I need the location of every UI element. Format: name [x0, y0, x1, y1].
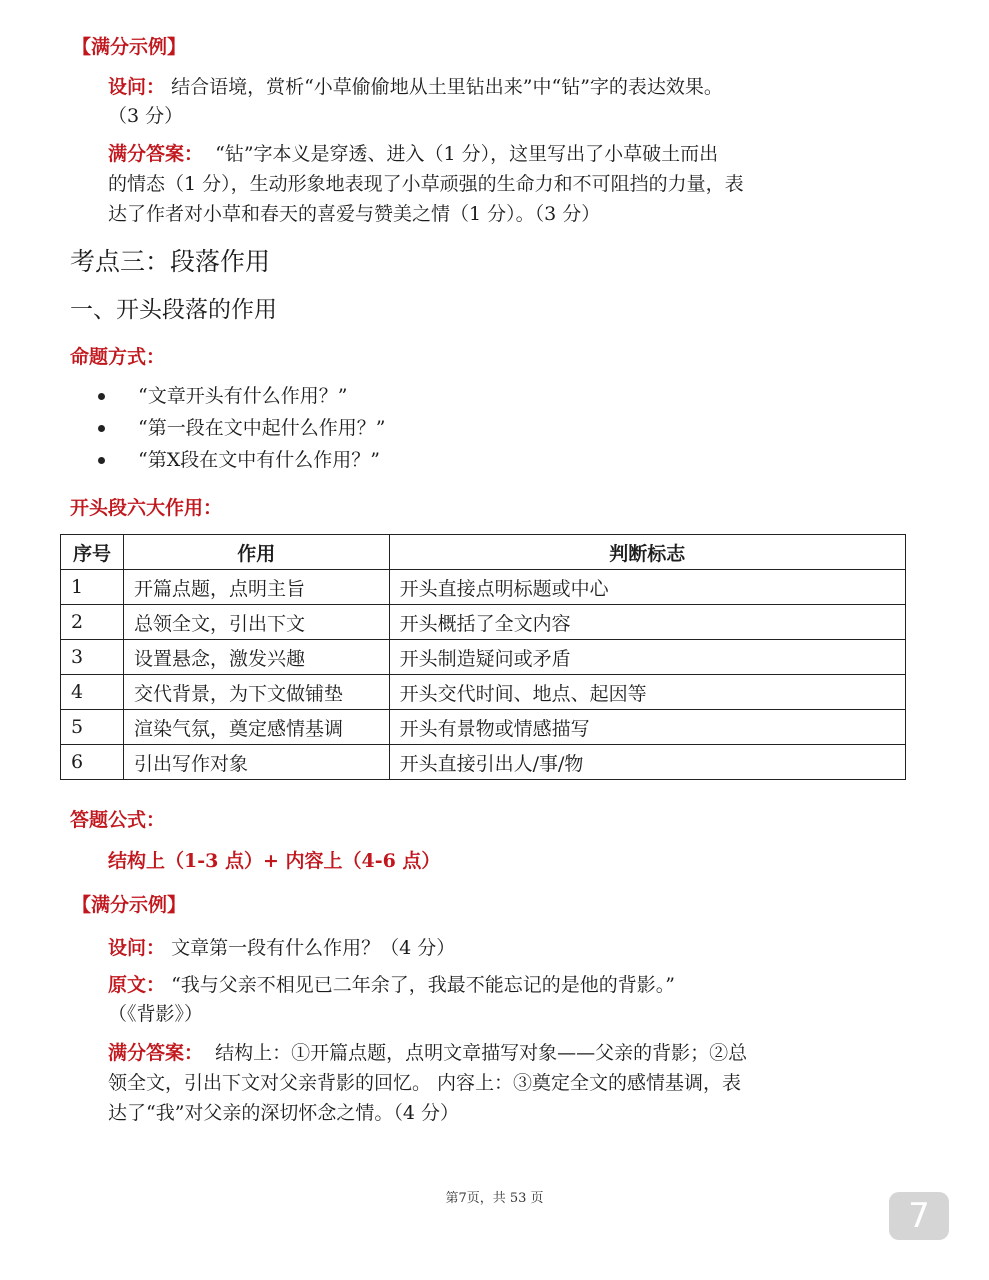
list-item: “第一段在文中起什么作用？”	[98, 412, 385, 444]
bullet-icon	[98, 425, 105, 432]
question-text: 文章第一段有什么作用？（4 分）	[171, 937, 456, 959]
table-title: 开头段六大作用：	[70, 497, 223, 519]
formula-label: 答题公式：	[70, 809, 166, 831]
table-cell: 开头制造疑问或矛盾	[389, 640, 905, 675]
answer-line: 结构上：①开篇点题，点明文章描写对象——父亲的背影；②总	[215, 1042, 748, 1064]
table-cell: 5	[61, 710, 124, 745]
table-cell: 总领全文，引出下文	[123, 605, 389, 640]
table-cell: 设置悬念，激发兴趣	[123, 640, 389, 675]
example-question	[108, 933, 908, 963]
table-cell: 引出写作对象	[123, 745, 389, 780]
question-label: 设问：	[108, 76, 166, 98]
question-score: （3 分）	[108, 105, 184, 127]
table-row	[61, 640, 906, 675]
table-header-cell: 序号	[61, 535, 124, 570]
bullet-icon	[98, 393, 105, 400]
answer-label: 满分答案：	[108, 1042, 204, 1064]
table-cell: 开头有景物或情感描写	[389, 710, 905, 745]
example-question	[108, 72, 908, 102]
table-cell: 2	[61, 605, 124, 640]
question-label: 设问：	[108, 937, 166, 959]
table-header-cell: 判断标志	[389, 535, 905, 570]
answer-line: 达了作者对小草和春天的喜爱与赞美之情（1 分）。（3 分）	[108, 203, 601, 225]
table-header-row	[61, 535, 906, 570]
answer-line: 的情态（1 分），生动形象地表现了小草顽强的生命力和不可阻挡的力量，表	[108, 173, 744, 195]
table-row	[61, 570, 906, 605]
table-cell: 6	[61, 745, 124, 780]
table-cell: 开头直接引出人/事/物	[389, 745, 905, 780]
source-label: 原文：	[108, 974, 166, 996]
source-ref: （《背影》）	[108, 1003, 204, 1025]
table-row	[61, 745, 906, 780]
table-cell: 开头概括了全文内容	[389, 605, 905, 640]
formula-text: 结构上（1-3 点）+ 内容上（4-6 点）	[108, 850, 441, 872]
table-cell: 交代背景，为下文做铺垫	[123, 675, 389, 710]
functions-table	[60, 534, 906, 780]
example-answer	[108, 139, 908, 229]
example-answer	[108, 1038, 908, 1128]
question-format-label: 命题方式：	[70, 346, 166, 368]
answer-line: “钻”字本义是穿透、进入（1 分），这里写出了小草破土而出	[215, 143, 719, 165]
answer-line: 领全文，引出下文对父亲背影的回忆。 内容上：③奠定全文的感情基调，表	[108, 1072, 742, 1094]
source-text	[108, 970, 908, 1000]
table-header-cell: 作用	[123, 535, 389, 570]
bullet-icon	[98, 457, 105, 464]
question-format-list	[98, 380, 385, 476]
question-text: 结合语境，赏析“小草偷偷地从土里钻出来”中“钻”字的表达效果。	[171, 76, 723, 98]
page-footer: 第7页，共 53 页	[445, 1191, 544, 1206]
table-cell: 4	[61, 675, 124, 710]
table-cell: 开头交代时间、地点、起因等	[389, 675, 905, 710]
answer-line: 达了“我”对父亲的深切怀念之情。（4 分）	[108, 1102, 460, 1124]
table-row	[61, 605, 906, 640]
example-header: 【满分示例】	[72, 894, 187, 916]
table-cell: 开篇点题，点明主旨	[123, 570, 389, 605]
list-item: “第X段在文中有什么作用？”	[98, 444, 385, 476]
section-title: 考点三：段落作用	[70, 247, 271, 276]
table-cell: 渲染气氛，奠定感情基调	[123, 710, 389, 745]
section-subtitle: 一、开头段落的作用	[70, 297, 277, 323]
table-cell: 开头直接点明标题或中心	[389, 570, 905, 605]
source-quote: “我与父亲不相见已二年余了，我最不能忘记的是他的背影。”	[171, 974, 675, 996]
table-row	[61, 675, 906, 710]
table-row	[61, 710, 906, 745]
page-number-badge: 7	[889, 1192, 949, 1240]
example-header: 【满分示例】	[72, 36, 187, 58]
answer-label: 满分答案：	[108, 143, 204, 165]
table-cell: 1	[61, 570, 124, 605]
list-item: “文章开头有什么作用？”	[98, 380, 385, 412]
table-cell: 3	[61, 640, 124, 675]
